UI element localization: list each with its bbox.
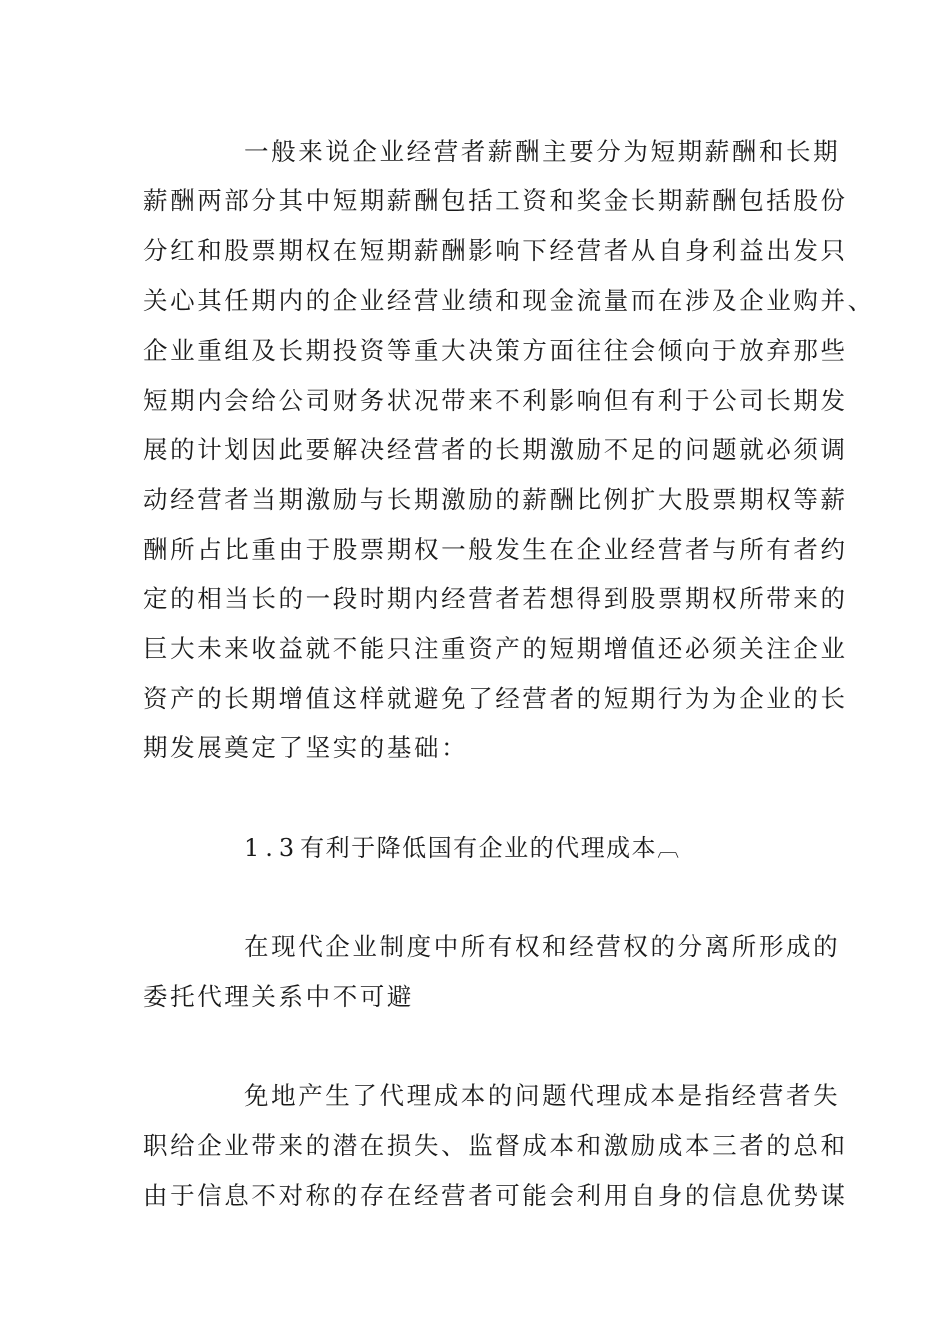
paragraph-2-line: 在现代企业制度中所有权和经营权的分离所形成的 — [244, 932, 841, 961]
paragraph-1-line: 期发展奠定了坚实的基础： — [143, 733, 469, 762]
section-heading — [244, 833, 679, 865]
paragraph-3-line: 免地产生了代理成本的问题代理成本是指经营者失 — [244, 1081, 841, 1110]
paragraph-1-line: 关心其任期内的企业经营业绩和现金流量而在涉及企业购并、 — [143, 286, 875, 315]
paragraph-1-line: 定的相当长的一段时期内经营者若想得到股票期权所带来的 — [143, 584, 848, 613]
paragraph-1-line: 一般来说企业经营者薪酬主要分为短期薪酬和长期 — [244, 137, 841, 166]
paragraph-2-line: 委托代理关系中不可避 — [143, 982, 414, 1011]
paragraph-1-line: 展的计划因此要解决经营者的长期激励不足的问题就必须调 — [143, 435, 848, 464]
heading-mark-icon: ︹ — [657, 837, 680, 862]
paragraph-1-line: 动经营者当期激励与长期激励的薪酬比例扩大股票期权等薪 — [143, 485, 848, 514]
paragraph-1-line: 企业重组及长期投资等重大决策方面往往会倾向于放弃那些 — [143, 336, 848, 365]
paragraph-3-line: 职给企业带来的潜在损失、监督成本和激励成本三者的总和 — [143, 1131, 848, 1160]
paragraph-1-line: 酬所占比重由于股票期权一般发生在企业经营者与所有者约 — [143, 535, 848, 564]
paragraph-1-line: 薪酬两部分其中短期薪酬包括工资和奖金长期薪酬包括股份 — [143, 186, 848, 215]
paragraph-1-line: 巨大未来收益就不能只注重资产的短期增值还必须关注企业 — [143, 634, 848, 663]
section-title: 有利于降低国有企业的代理成本 — [300, 834, 658, 862]
paragraph-3-line: 由于信息不对称的存在经营者可能会利用自身的信息优势谋 — [143, 1181, 848, 1210]
paragraph-1-line: 资产的长期增值这样就避免了经营者的短期行为为企业的长 — [143, 684, 848, 713]
section-number: 1.3 — [244, 834, 301, 862]
paragraph-1-line: 短期内会给公司财务状况带来不利影响但有利于公司长期发 — [143, 386, 848, 415]
paragraph-1-line: 分红和股票期权在短期薪酬影响下经营者从自身利益出发只 — [143, 236, 848, 265]
